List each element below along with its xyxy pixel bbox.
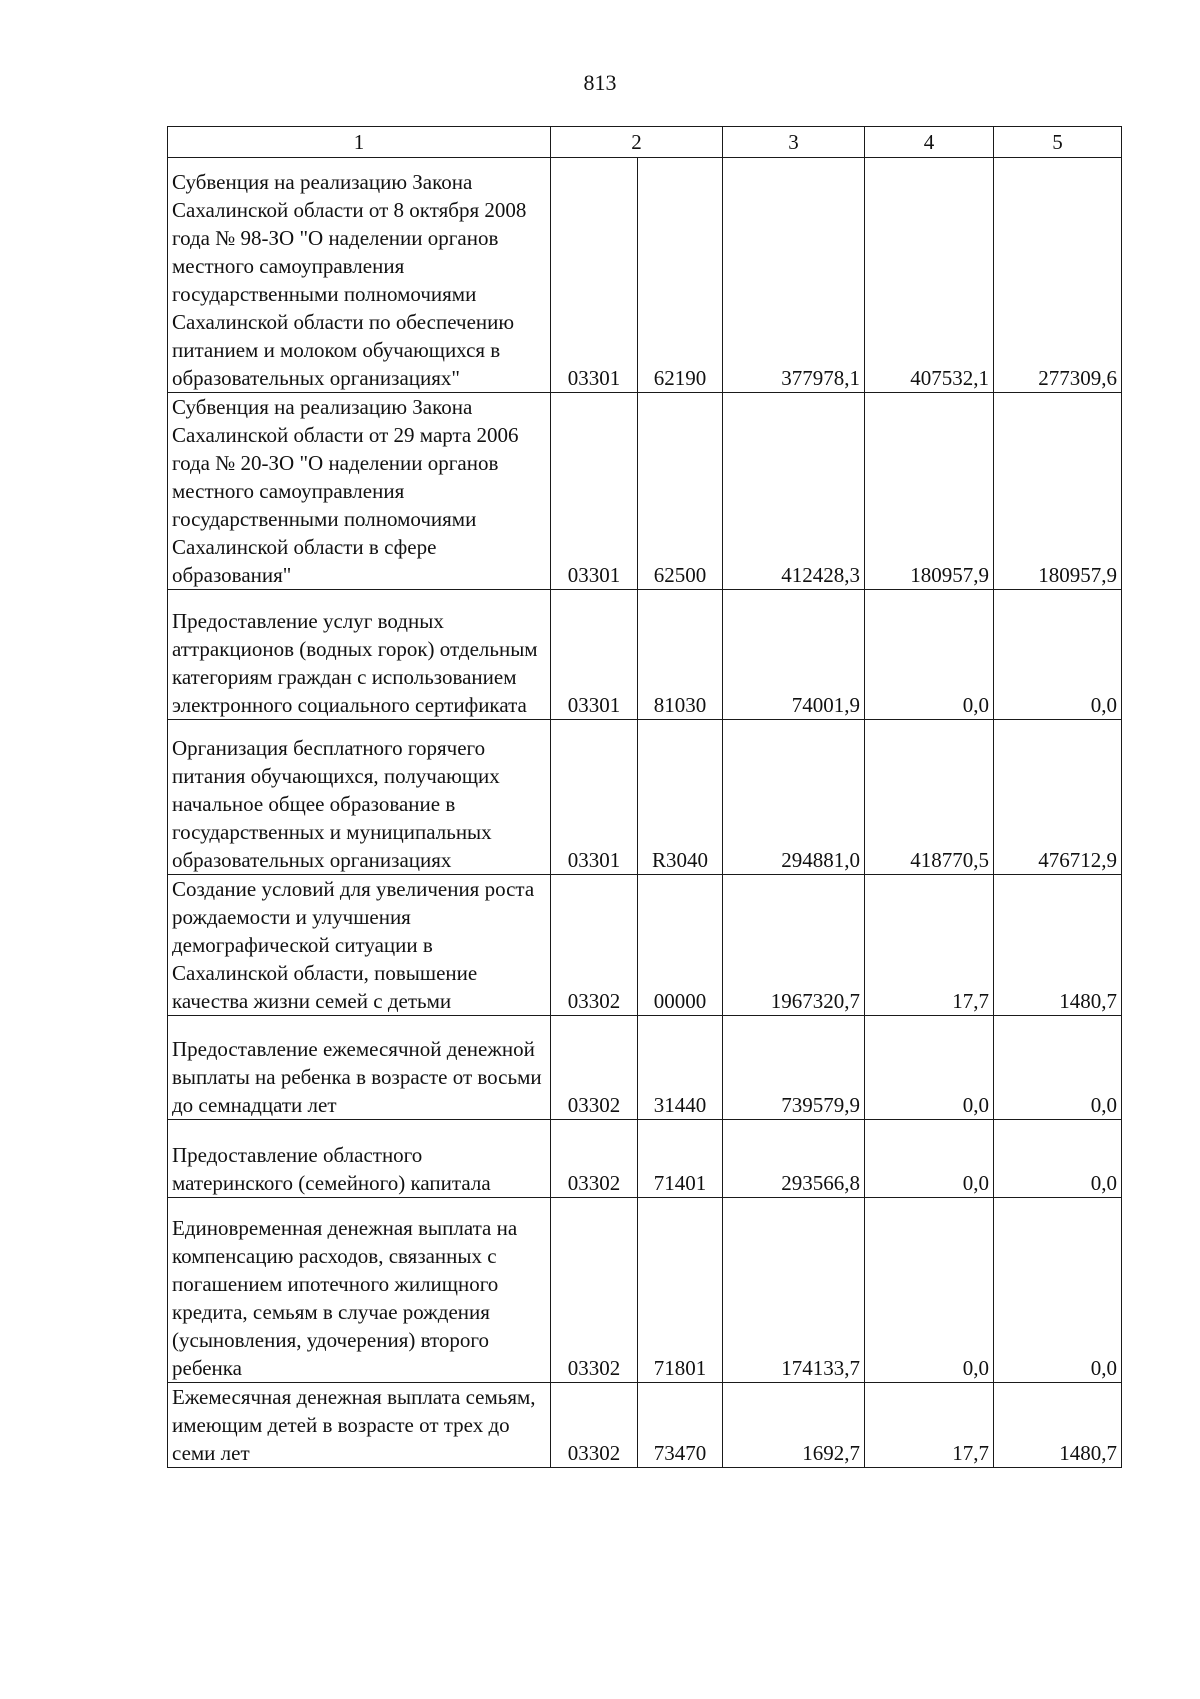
amount-col-4: 407532,1 (865, 158, 994, 393)
page-number: 813 (583, 70, 617, 95)
program-code: 03302 (551, 1120, 638, 1198)
amount-col-5: 476712,9 (994, 720, 1122, 875)
amount-col-5: 0,0 (994, 1198, 1122, 1383)
amount-col-5: 180957,9 (994, 393, 1122, 590)
amount-col-5: 1480,7 (994, 875, 1122, 1016)
direction-code: 73470 (638, 1383, 723, 1468)
amount-col-5: 277309,6 (994, 158, 1122, 393)
row-description: Предоставление областного материнского (семейного) капитала (168, 1120, 551, 1198)
amount-col-5: 0,0 (994, 1120, 1122, 1198)
program-code: 03302 (551, 1198, 638, 1383)
direction-code: 62190 (638, 158, 723, 393)
amount-col-3: 739579,9 (723, 1016, 865, 1120)
table-row (168, 590, 1122, 720)
direction-code: 71401 (638, 1120, 723, 1198)
amount-col-4: 17,7 (865, 1383, 994, 1468)
amount-col-5: 0,0 (994, 590, 1122, 720)
program-code: 03301 (551, 590, 638, 720)
program-code: 03301 (551, 393, 638, 590)
table-row (168, 875, 1122, 1016)
amount-col-4: 17,7 (865, 875, 994, 1016)
amount-col-4: 180957,9 (865, 393, 994, 590)
amount-col-5: 1480,7 (994, 1383, 1122, 1468)
row-description: Субвенция на реализацию Закона Сахалинской области от 8 октября 2008 года № 98-ЗО "О наделении органов местного самоуправления государственными полномочиями Сахалинской области по обеспечению питанием и молоком обучающихся в образовательных организациях" (168, 158, 551, 393)
program-code: 03301 (551, 158, 638, 393)
header-cell-2: 2 (551, 127, 723, 158)
amount-col-3: 1967320,7 (723, 875, 865, 1016)
table-row (168, 158, 1122, 393)
amount-col-3: 377978,1 (723, 158, 865, 393)
amount-col-3: 1692,7 (723, 1383, 865, 1468)
direction-code: R3040 (638, 720, 723, 875)
program-code: 03302 (551, 1383, 638, 1468)
program-code: 03302 (551, 875, 638, 1016)
row-description: Создание условий для увеличения роста рождаемости и улучшения демографической ситуации в Сахалинской области, повышение качества жизни семей с детьми (168, 875, 551, 1016)
row-description: Предоставление услуг водных аттракционов (водных горок) отдельным категориям граждан с использованием электронного социального сертификата (168, 590, 551, 720)
table-header-row (168, 127, 1122, 158)
header-cell-4: 4 (865, 127, 994, 158)
table-row (168, 1120, 1122, 1198)
table-row (168, 720, 1122, 875)
row-description: Ежемесячная денежная выплата семьям, имеющим детей в возрасте от трех до семи лет (168, 1383, 551, 1468)
header-cell-1: 1 (168, 127, 551, 158)
amount-col-4: 418770,5 (865, 720, 994, 875)
direction-code: 31440 (638, 1016, 723, 1120)
direction-code: 81030 (638, 590, 723, 720)
amount-col-3: 294881,0 (723, 720, 865, 875)
amount-col-3: 412428,3 (723, 393, 865, 590)
amount-col-4: 0,0 (865, 590, 994, 720)
budget-table (167, 126, 1122, 1468)
amount-col-3: 174133,7 (723, 1198, 865, 1383)
table-row (168, 393, 1122, 590)
row-description: Предоставление ежемесячной денежной выплаты на ребенка в возрасте от восьми до семнадцати лет (168, 1016, 551, 1120)
amount-col-3: 293566,8 (723, 1120, 865, 1198)
row-description: Субвенция на реализацию Закона Сахалинской области от 29 марта 2006 года № 20-ЗО "О наделении органов местного самоуправления государственными полномочиями Сахалинской области в сфере образования" (168, 393, 551, 590)
table-row (168, 1016, 1122, 1120)
direction-code: 62500 (638, 393, 723, 590)
direction-code: 00000 (638, 875, 723, 1016)
amount-col-3: 74001,9 (723, 590, 865, 720)
header-cell-3: 3 (723, 127, 865, 158)
table-row (168, 1198, 1122, 1383)
amount-col-5: 0,0 (994, 1016, 1122, 1120)
program-code: 03302 (551, 1016, 638, 1120)
row-description: Единовременная денежная выплата на компенсацию расходов, связанных с погашением ипотечного жилищного кредита, семьям в случае рождения (усыновления, удочерения) второго ребенка (168, 1198, 551, 1383)
table-row (168, 1383, 1122, 1468)
direction-code: 71801 (638, 1198, 723, 1383)
amount-col-4: 0,0 (865, 1016, 994, 1120)
amount-col-4: 0,0 (865, 1120, 994, 1198)
program-code: 03301 (551, 720, 638, 875)
row-description: Организация бесплатного горячего питания обучающихся, получающих начальное общее образование в государственных и муниципальных образовательных организациях (168, 720, 551, 875)
header-cell-5: 5 (994, 127, 1122, 158)
amount-col-4: 0,0 (865, 1198, 994, 1383)
